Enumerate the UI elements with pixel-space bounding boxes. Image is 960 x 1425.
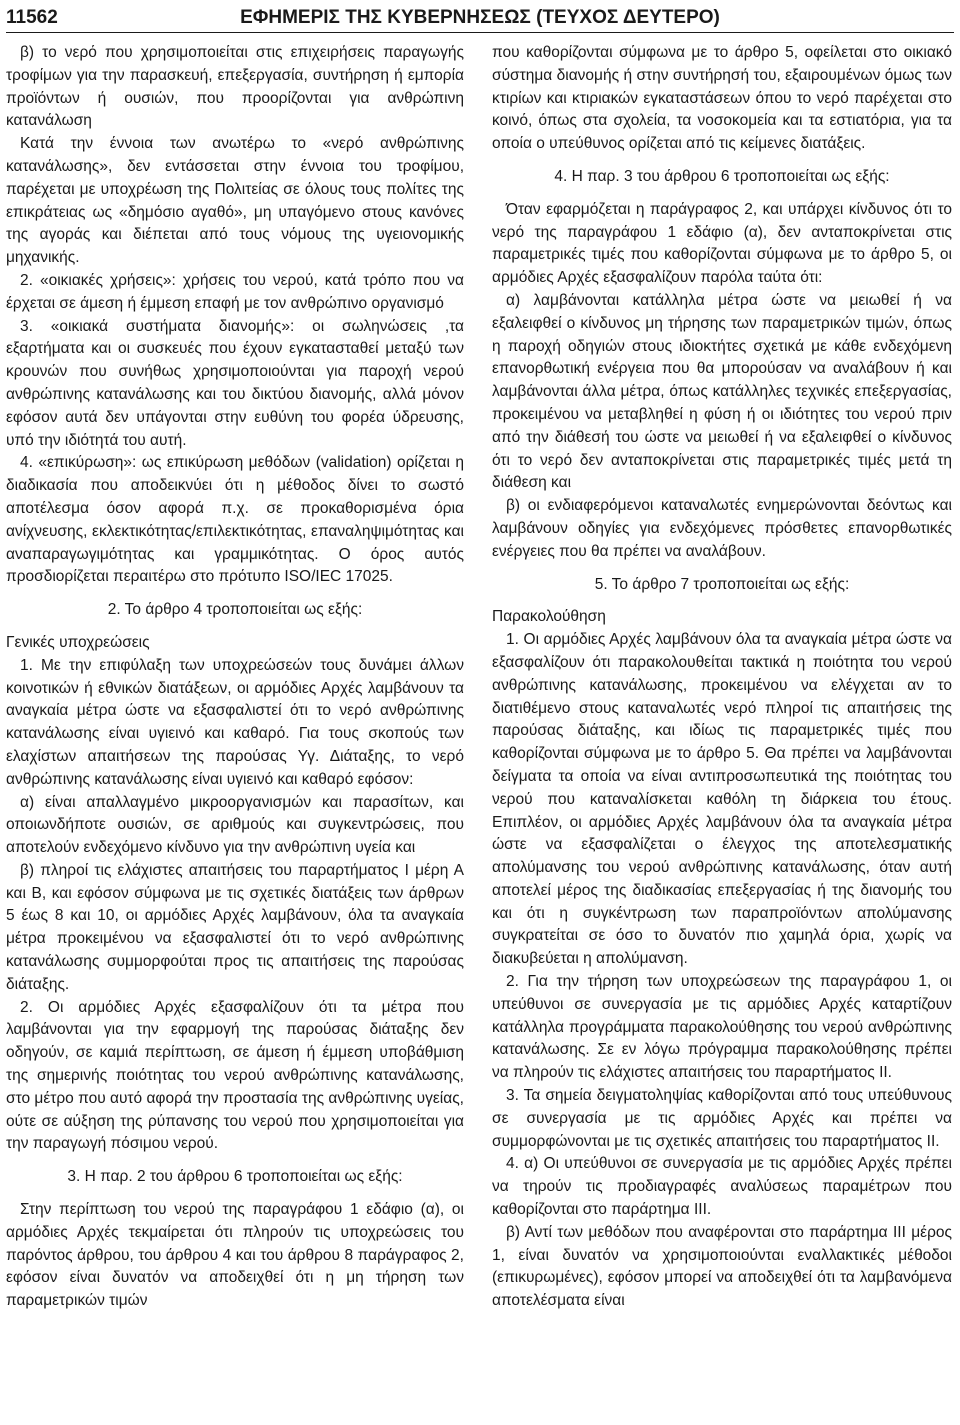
paragraph: β) πληροί τις ελάχιστες απαιτήσεις του παραρτήματος Ι μέρη Α και Β, και εφόσον σύμφωνα με τις σχετικές διατάξεις των άρθρων 5 έως 8 και 10, οι αρμόδιες Αρχές λαμβάνουν, όλα τα αναγκαία μέτρα προκειμένου να εξασφαλιστεί ότι το νερό ανθρώπινης κατανάλωσης συμμορφούται προς τις απαιτήσεις της παρούσας διάταξης.	[6, 861, 464, 993]
publication-title: ΕΦΗΜΕΡΙΣ ΤΗΣ ΚΥΒΕΡΝΗΣΕΩΣ (ΤΕΥΧΟΣ ΔΕΥΤΕΡΟ)	[240, 7, 720, 28]
paragraph: 3. Τα σημεία δειγματοληψίας καθορίζονται από τους υπεύθυνους σε συνεργασία με τις αρμόδιες Αρχές και πρέπει να συμμορφώνονται με τις σχετικές απαιτήσεις του παραρτήματος ΙΙ.	[492, 1087, 952, 1150]
paragraph: 4. α) Οι υπεύθυνοι σε συνεργασία με τις αρμόδιες Αρχές πρέπει να τηρούν τις προδιαγραφές αναλύσεως παραμέτρων που καθορίζονται στο παράρτημα ΙΙΙ.	[492, 1155, 952, 1219]
paragraph: 1. Οι αρμόδιες Αρχές λαμβάνουν όλα τα αναγκαία μέτρα ώστε να εξασφαλίζουν ότι παρακολουθείται τακτικά η ποιότητα του νερού ανθρώπινης κατανάλωσης, προκειμένου να ελέγχεται αν το διατιθέμενο στους καταναλωτές νερό πληροί τις απαιτήσεις της παρούσας διάταξης, και ιδίως τις παραμετρικές τιμές που καθορίζονται σύμφωνα με το άρθρο 5. Θα πρέπει να λαμβάνονται δείγματα τα οποία να είναι αντιπροσωπευτικά της ποιότητας του νερού που καταναλίσκεται καθόλη τη διάρκεια του έτους. Επιπλέον, οι αρμόδιες Αρχές λαμβάνουν όλα τα αναγκαία μέτρα ώστε να εξασφαλίζεται ο έλεγχος της αποτελεσματικής απολύμανσης του νερού ανθρώπινης κατανάλωσης, όταν αυτή αποτελεί μέρος της διαδικασίας επεξεργασίας ή της διανομής του και ότι η συγκέντρωση των παραπροϊόντων απολύμανσης συγκρατείται σε όσο το δυνατόν πιο χαμηλά όρια, χωρίς να διακυβεύεται η απολύμανση.	[492, 631, 952, 968]
left-column	[6, 42, 464, 1313]
paragraph: 4. «επικύρωση»: ως επικύρωση μεθόδων (validation) ορίζεται η διαδικασία που αποδεικνύει ότι η μέθοδος δίνει το σωστό αποτέλεσμα όσον αφορά π.χ. σε προκαθορισμένα όρια ανίχνευσης, εκλεκτικότητας/επιλεκτικότητας, επαναληψιμότητας και αναπαραγωγιμότητας και γραμμικότητας. Ο όρος αυτός προσδιορίζεται περαιτέρω στο πρότυπο ISO/IEC 17025.	[6, 454, 464, 586]
paragraph: β) Αντί των μεθόδων που αναφέρονται στο παράρτημα ΙΙΙ μέρος 1, είναι δυνατόν να χρησιμοποιούνται εναλλακτικές μέθοδοι (επικυρωμένες), εφόσον μπορεί να αποδειχθεί ότι τα λαμβανόμενα αποτελέσματα είναι	[492, 1223, 952, 1310]
page-header	[6, 4, 954, 32]
section-heading: 5. Το άρθρο 7 τροποποιείται ως εξής:	[594, 575, 850, 593]
paragraph: β) οι ενδιαφερόμενοι καταναλωτές ενημερώνονται δεόντως και λαμβάνουν οδηγίες για ενδεχόμενες πρόσθετες επανορθωτικές ενέργειες που θα πρέπει να αναλάβουν.	[492, 497, 952, 560]
paragraph: 1. Με την επιφύλαξη των υποχρεώσεών τους δυνάμει άλλων κοινοτικών ή εθνικών διατάξεων, οι αρμόδιες Αρχές λαμβάνουν τα αναγκαία μέτρα ώστε να εξασφαλιστεί ότι το νερό ανθρώπινης κατανάλωσης είναι υγιεινό και καθαρό. Για τους σκοπούς των ελαχίστων απαιτήσεων της παρούσας Υγ. Διάταξης, το νερό ανθρώπινης κατανάλωσης είναι υγιεινό και καθαρό εφόσον:	[6, 656, 464, 788]
paragraph: β) το νερό που χρησιμοποιείται στις επιχειρήσεις παραγωγής τροφίμων για την παρασκευή, επεξεργασία, συντήρηση ή εμπορία προϊόντων ή ουσιών, που προορίζονται για ανθρώπινη κατανάλωση	[6, 44, 464, 130]
section-heading: 4. Η παρ. 3 του άρθρου 6 τροποποιείται ως εξής:	[554, 167, 890, 185]
subheading: Παρακολούθηση	[492, 608, 606, 626]
paragraph: που καθορίζονται σύμφωνα με το άρθρο 5, οφείλεται στο οικιακό σύστημα διανομής ή στην συντήρησή του, εξαιρουμένων όμως των κτιρίων και κτιριακών εγκαταστάσεων όπου το νερό παρέχεται στο κοινό, όπως στα σχολεία, τα νοσοκομεία και τα εστιατόρια, για τα οποία ο υπεύθυνος ορίζεται από τις κείμενες διατάξεις.	[492, 44, 952, 153]
paragraph: Όταν εφαρμόζεται η παράγραφος 2, και υπάρχει κίνδυνος ότι το νερό της παραγράφου 1 εδάφιο (α), δεν ανταποκρίνεται στις παραμετρικές τιμές που καθορίζονται σύμφωνα με το άρθρο 5, οι αρμόδιες Αρχές εξασφαλίζουν παρόλα ταύτα ότι:	[492, 200, 952, 287]
paragraph: Κατά την έννοια των ανωτέρω το «νερό ανθρώπινης κατανάλωσης», δεν εντάσσεται στην έννοια του τροφίμου, παρέχεται με υποχρέωση της Πολιτείας σε όλους τους πολίτες της επικράτειας ως «δημόσιο αγαθό», μη υπαγόμενο στους κανόνες της αγοράς και διέπεται από τους νόμους της υγειονομικής μηχανικής.	[6, 135, 464, 267]
header-divider	[6, 32, 954, 33]
paragraph: 3. «οικιακά συστήματα διανομής»: οι σωληνώσεις ,τα εξαρτήματα και οι συσκευές που έχουν εγκατασταθεί μεταξύ των κρουνών που συνήθως χρησιμοποιούνται για παροχή νερού ανθρώπινης κατανάλωσης και του δικτύου διανομής, αλλά μόνον εφόσον αυτά δεν υπάγονται στην ευθύνη του φορέα ύδρευσης, υπό την ιδιότητά του αυτή.	[6, 317, 464, 449]
section-heading: 2. Το άρθρο 4 τροποποιείται ως εξής:	[107, 601, 363, 619]
subheading: Γενικές υποχρεώσεις	[6, 633, 150, 651]
right-column	[492, 42, 952, 1313]
paragraph: α) είναι απαλλαγμένο μικροοργανισμών και παρασίτων, και οποιωνδήποτε ουσιών, σε αριθμούς και συγκεντρώσεις, που αποτελούν ενδεχόμενο κίνδυνο για την ανθρώπινη υγεία και	[6, 793, 464, 857]
paragraph: Στην περίπτωση του νερού της παραγράφου 1 εδάφιο (α), οι αρμόδιες Αρχές τεκμαίρεται ότι πληρούν τις υποχρεώσεις του παρόντος άρθρου, του άρθρου 4 και του άρθρου 8 παράγραφος 2, εφόσον είναι δυνατόν να αποδειχθεί ότι η μη τήρηση των παραμετρικών τιμών	[6, 1201, 464, 1310]
page-number: 11562	[6, 7, 58, 28]
section-heading: 3. Η παρ. 2 του άρθρου 6 τροποποιείται ως εξής:	[67, 1168, 403, 1186]
paragraph: 2. Για την τήρηση των υποχρεώσεων της παραγράφου 1, οι υπεύθυνοι σε συνεργασία με τις αρμόδιες Αρχές καταρτίζουν κατάλληλα προγράμματα παρακολούθησης του νερού ανθρώπινης κατανάλωσης. Σε εν λόγω πρόγραμμα παρακολούθησης πρέπει να πληρούν τις ελάχιστες απαιτήσεις του παραρτήματος ΙΙ.	[492, 973, 952, 1082]
paragraph: 2. «οικιακές χρήσεις»: χρήσεις του νερού, κατά τρόπο που να έρχεται σε άμεση ή έμμεση επαφή με τον ανθρώπινο οργανισμό	[6, 271, 464, 312]
paragraph: α) λαμβάνονται κατάλληλα μέτρα ώστε να μειωθεί ή να εξαλειφθεί ο κίνδυνος μη τήρησης των παραμετρικών τιμών, όπως η παροχή οδηγιών στους ιδιοκτήτες σχετικά με κάθε ενδεχόμενη επανορθωτική ενέργεια που θα μπορούσαν να αναλάβουν ή και λαμβάνονται άλλα μέτρα, όπως κατάλληλες τεχνικές επεξεργασίας, προκειμένου να μεταβληθεί η φύση ή οι ιδιότητες του νερού πριν από την διάθεσή του ώστε να μειωθεί ή να εξαλειφθεί ο κίνδυνος ότι το νερό δεν ανταποκρίνεται στις παραμετρικές τιμές μετά τη διάθεση και	[492, 291, 952, 492]
paragraph: 2. Οι αρμόδιες Αρχές εξασφαλίζουν ότι τα μέτρα που λαμβάνονται για την εφαρμογή της παρούσας διάταξης δεν οδηγούν, σε καμιά περίπτωση, σε άμεση ή έμμεση υποβάθμιση της σημερινής ποιότητας του νερού ανθρώπινης κατανάλωσης, στο μέτρο που αυτό αφορά την προστασία της ανθρώπινης υγείας, ούτε σε αύξηση της ρύπανσης του νερού που χρησιμοποιείται για την παραγωγή πόσιμου νερού.	[6, 998, 464, 1153]
